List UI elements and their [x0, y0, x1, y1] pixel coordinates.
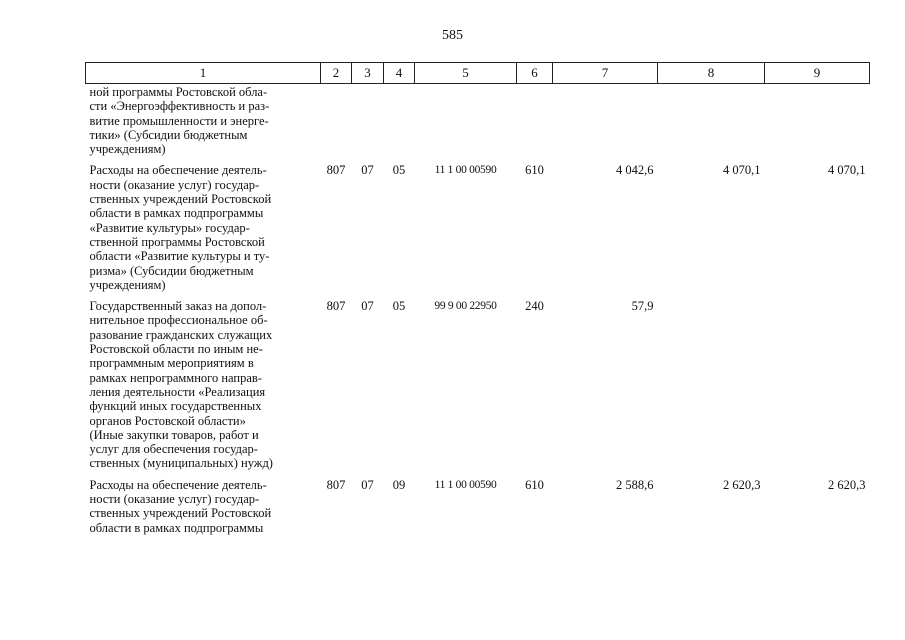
header-col-2: 2: [321, 63, 352, 84]
row-amount-2: [658, 84, 765, 163]
row-amount-2: [658, 298, 765, 477]
row-amount-1: 4 042,6: [616, 163, 654, 178]
row-section-code: [352, 84, 384, 163]
header-col-9: 9: [765, 63, 870, 84]
row-subsection-code: 05: [392, 163, 406, 178]
table-row: [86, 84, 870, 163]
row-amount-1: 57,9: [631, 299, 654, 314]
row-amount-2: 2 620,3: [723, 477, 761, 492]
row-target-code: 99 9 00 22950: [434, 300, 497, 313]
table-row: [86, 298, 870, 477]
header-col-3: 3: [352, 63, 384, 84]
budget-table: [85, 62, 870, 541]
row-expense-type: [517, 84, 553, 163]
header-row: [86, 63, 870, 84]
header-col-8: 8: [658, 63, 765, 84]
header-col-4: 4: [384, 63, 415, 84]
row-section-code: 07: [361, 299, 374, 314]
row-amount-2: 4 070,1: [723, 163, 761, 178]
row-description: Государственный заказ на допол- нительное профессиональное об- разование гражданских служащих Ростовской области по иным не- программным мероприятиям в рамках непрограммного направ- ления деятельности «Реализация функций иных государственных органов Ростовской области» (Иные закупки товаров, работ и услуг для обеспечения государ- ственных (муниципальных) нужд): [89, 299, 273, 471]
row-amount-3: 4 070,1: [828, 163, 866, 178]
row-target-code: 11 1 00 00590: [434, 164, 497, 177]
row-ministry-code: 807: [326, 477, 346, 492]
header-col-5: 5: [415, 63, 517, 84]
row-target-code: 11 1 00 00590: [434, 478, 497, 491]
row-amount-1: [553, 84, 658, 163]
row-description: Расходы на обеспечение деятель- ности (оказание услуг) государ- ственных учреждений Ростовской области в рамках подпрограммы: [89, 477, 272, 535]
header-col-1: 1: [86, 63, 321, 84]
row-ministry-code: 807: [326, 163, 346, 178]
row-target-code: [415, 84, 517, 163]
row-section-code: 07: [361, 477, 374, 492]
row-amount-3: 2 620,3: [828, 477, 866, 492]
row-subsection-code: 09: [392, 477, 406, 492]
table-row: [86, 477, 870, 541]
row-amount-1: 2 588,6: [616, 477, 654, 492]
row-description: ной программы Ростовской обла- сти «Энергоэффективность и раз- витие промышленности и энерге- тики» (Субсидии бюджетным учреждениям): [89, 85, 270, 157]
row-ministry-code: [321, 84, 352, 163]
row-subsection-code: [384, 84, 415, 163]
table-row: [86, 162, 870, 298]
row-expense-type: 240: [525, 299, 544, 314]
header-col-6: 6: [517, 63, 553, 84]
row-description: Расходы на обеспечение деятель- ности (оказание услуг) государ- ственных учреждений Ростовской области в рамках подпрограммы «Развитие культуры» государ- ственной программы Ростовской области «Развитие культуры и ту- ризма» (Субсидии бюджетным учреждениям): [89, 163, 272, 292]
row-section-code: 07: [361, 163, 374, 178]
row-expense-type: 610: [525, 477, 544, 492]
header-col-7: 7: [553, 63, 658, 84]
page-number: 585: [442, 28, 463, 43]
row-subsection-code: 05: [392, 299, 406, 314]
row-ministry-code: 807: [326, 299, 346, 314]
row-amount-3: [765, 84, 870, 163]
row-expense-type: 610: [525, 163, 544, 178]
row-amount-3: [765, 298, 870, 477]
